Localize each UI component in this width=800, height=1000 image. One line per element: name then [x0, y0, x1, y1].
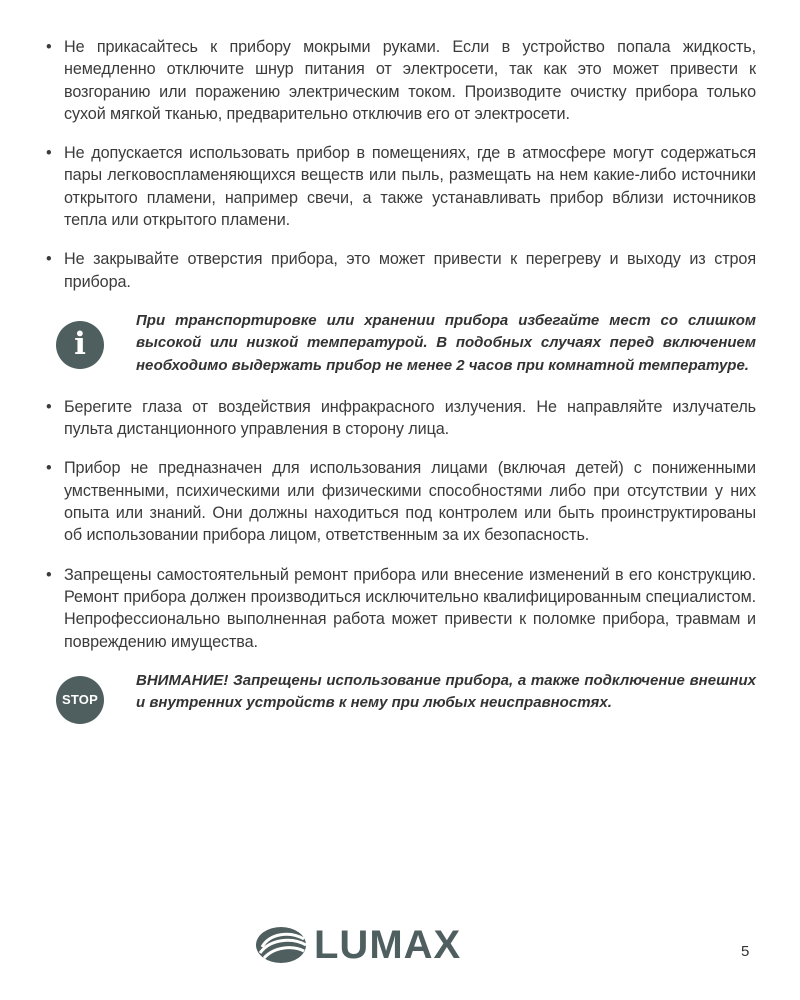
safety-instructions — [44, 36, 756, 733]
bullet-marker: • — [46, 565, 52, 584]
bullet-text: Прибор не предназначен для использования лицами (включая детей) с пониженными умственными, психическими или физическими способностями либо при отсутствии у них опыта или знаний. Они должны находиться под контролем или быть проинструктированы об использовании прибора лицом, ответственным за их безопасность. — [64, 459, 756, 545]
stop-note — [44, 670, 756, 715]
bullet-marker: • — [46, 250, 52, 269]
bullet-text: Не прикасайтесь к прибору мокрыми руками. Если в устройство попала жидкость, немедленно отключите шнур питания от электросети, так как это может привести к возгоранию или поражению электрическим током. Производите очистку прибора только сухой мягкой тканью, предварительно отключив его от электросети. — [64, 38, 756, 123]
bullet-text: Не закрывайте отверстия прибора, это может привести к перегреву и выходу из строя прибора. — [64, 250, 756, 291]
bullet-item — [44, 396, 756, 441]
info-note — [44, 310, 756, 377]
bullet-text: Не допускается использовать прибор в помещениях, где в атмосфере могут содержаться пары легковоспламеняющихся веществ или пыль, размещать на нем какие-либо источники открытого пламени, например свечи, а также устанавливать прибор вблизи источников тепла или открытого пламени. — [64, 144, 756, 230]
bullet-item — [44, 564, 756, 653]
bullet-text: Запрещены самостоятельный ремонт прибора или внесение изменений в его конструкцию. Ремонт прибора должен производиться исключительно квалифицированным специалистом. Непрофессионально выполненная работа может привести к поломке прибора, травмам и повреждению имущества. — [64, 565, 756, 651]
bullet-marker: • — [46, 459, 52, 478]
stop-note-text: ВНИМАНИЕ! Запрещены использование прибора, а также подключение внешних и внутренних устройств к нему при любых неисправностях. — [136, 671, 756, 712]
bullet-item — [44, 248, 756, 293]
bullet-item — [44, 457, 756, 546]
bullet-marker: • — [46, 38, 52, 56]
info-note-text: При транспортировке или хранении прибора избегайте мест со слишком высокой или низкой температурой. В подобных случаях перед включением необходимо выдержать прибор не менее 2 часов при комнатной температуре. — [136, 311, 756, 374]
lumax-logo — [254, 922, 544, 968]
page-number: 5 — [741, 943, 750, 960]
bullet-text: Берегите глаза от воздействия инфракрасного излучения. Не направляйте излучатель пульта дистанционного управления в сторону лица. — [64, 397, 756, 439]
info-icon — [56, 321, 104, 369]
stop-icon — [56, 676, 104, 724]
bullet-item — [44, 36, 756, 125]
bullet-item — [44, 142, 756, 231]
lumax-logo-text: LUMAX — [314, 923, 462, 967]
bullet-marker: • — [46, 397, 52, 416]
stop-icon-glyph: STOP — [62, 691, 98, 707]
info-icon-glyph: i — [74, 326, 86, 363]
bullet-marker: • — [46, 144, 52, 163]
lumax-logo-icon — [254, 925, 308, 965]
